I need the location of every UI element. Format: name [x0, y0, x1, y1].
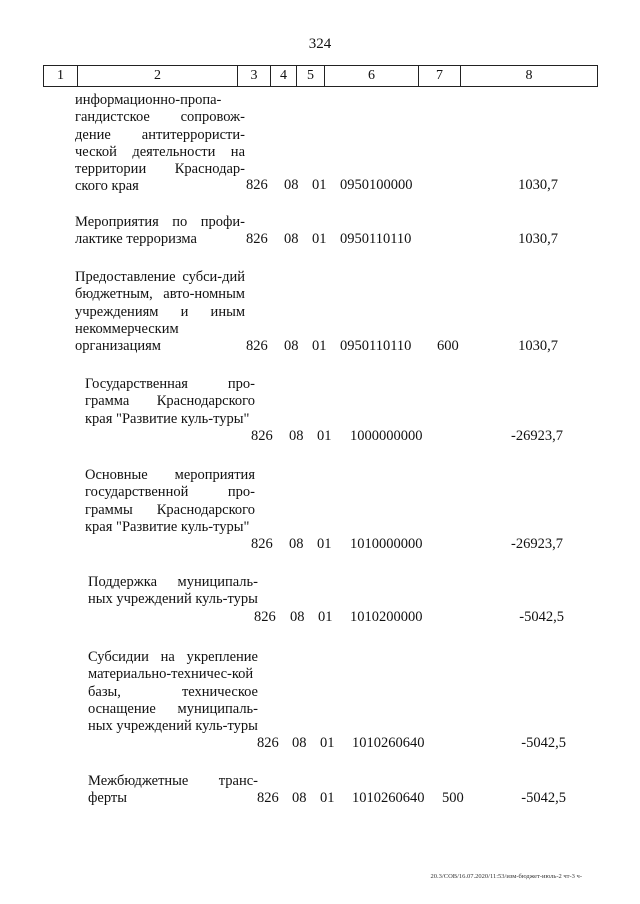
row-section: 08 — [284, 338, 299, 354]
row-target: 0950110110 — [340, 338, 412, 354]
row-target: 1010260640 — [352, 735, 425, 751]
header-col-5: 5 — [297, 66, 325, 86]
row-section: 08 — [292, 735, 307, 751]
row-subsection: 01 — [312, 338, 327, 354]
row-description: Основные мероприятия государственной про-граммы Краснодарского края "Развитие куль-туры" — [85, 467, 255, 535]
header-col-4: 4 — [271, 66, 297, 86]
row-section: 08 — [292, 790, 307, 806]
header-col-1: 1 — [44, 66, 78, 86]
row-target: 1010000000 — [350, 536, 423, 552]
row-subsection: 01 — [320, 735, 335, 751]
row-subsection: 01 — [312, 231, 327, 247]
row-description: Мероприятия по профи-лактике терроризма — [75, 214, 245, 248]
row-code: 826 — [246, 338, 268, 354]
row-amount: -26923,7 — [511, 536, 563, 552]
row-subsection: 01 — [318, 609, 333, 625]
row-amount: -5042,5 — [521, 735, 566, 751]
row-subsection: 01 — [317, 428, 332, 444]
header-col-8: 8 — [525, 68, 533, 83]
row-code: 826 — [246, 177, 268, 193]
row-section: 08 — [289, 536, 304, 552]
row-target: 0950100000 — [340, 177, 413, 193]
header-col-7: 7 — [419, 66, 461, 86]
row-amount: 1030,7 — [518, 177, 558, 193]
document-stamp: 20.3/СОВ/16.07.2020/11:53/изм-бюджет-июль-2 чт-3 ч- — [430, 873, 582, 880]
table-header — [43, 65, 598, 87]
row-section: 08 — [284, 177, 299, 193]
row-code: 826 — [257, 735, 279, 751]
row-amount: 1030,7 — [518, 338, 558, 354]
row-description: Предоставление субси-дий бюджетным, авто-номным учреждениям и иным некоммерческим организациям — [75, 269, 245, 355]
header-col-2: 2 — [78, 66, 238, 86]
page-number: 324 — [308, 36, 332, 52]
row-description: Поддержка муниципаль-ных учреждений куль-туры — [88, 574, 258, 608]
row-subsection: 01 — [312, 177, 327, 193]
row-description: информационно-пропа-гандистское сопровож-дение антитеррористи-ческой деятельности на территории Краснодар-ского края — [75, 92, 245, 195]
row-code: 826 — [246, 231, 268, 247]
row-amount: 1030,7 — [518, 231, 558, 247]
row-section: 08 — [289, 428, 304, 444]
row-subsection: 01 — [320, 790, 335, 806]
row-section: 08 — [284, 231, 299, 247]
row-description: Субсидии на укрепление материально-техничес-кой базы, техническое оснащение муниципаль-ных учреждений куль-туры — [88, 649, 258, 735]
row-amount: -5042,5 — [521, 790, 566, 806]
row-target: 1010260640 — [352, 790, 425, 806]
row-target: 1000000000 — [350, 428, 423, 444]
row-code: 826 — [251, 428, 273, 444]
row-target: 0950110110 — [340, 231, 412, 247]
header-col-6: 6 — [325, 66, 419, 86]
row-type: 600 — [437, 338, 459, 354]
row-subsection: 01 — [317, 536, 332, 552]
row-section: 08 — [290, 609, 305, 625]
row-target: 1010200000 — [350, 609, 423, 625]
row-type: 500 — [442, 790, 464, 806]
row-code: 826 — [257, 790, 279, 806]
row-amount: -26923,7 — [511, 428, 563, 444]
header-col-3: 3 — [238, 66, 271, 86]
row-code: 826 — [254, 609, 276, 625]
row-code: 826 — [251, 536, 273, 552]
row-amount: -5042,5 — [519, 609, 564, 625]
row-description: Межбюджетные транс-ферты — [88, 773, 258, 807]
row-description: Государственная про-грамма Краснодарского края "Развитие куль-туры" — [85, 376, 255, 427]
